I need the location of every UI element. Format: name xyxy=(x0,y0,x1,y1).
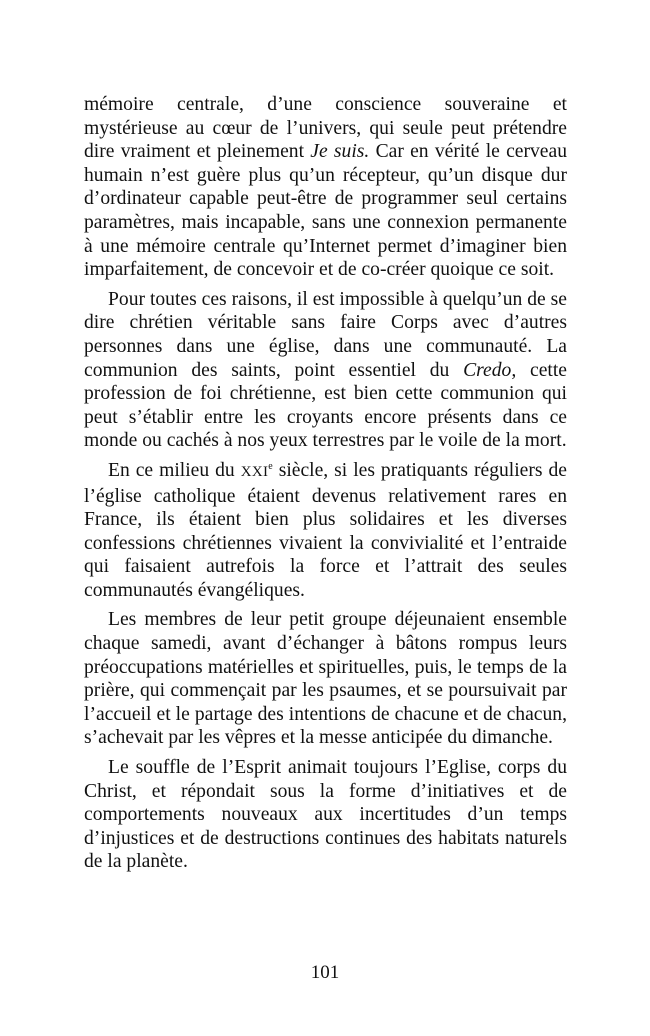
paragraph-2 xyxy=(84,288,567,453)
paragraph-5: Le souffle de l’Esprit animait toujours l’Eglise, corps du Christ, et répondait sous la forme d’initiatives et de comportements nouveaux aux incertitudes d’un temps d’injustices et de destructions continues des habitats naturels de la planète. xyxy=(84,757,567,873)
paragraph-2-italic: Credo, xyxy=(463,359,517,381)
paragraph-2-text-b: cette profession de foi chrétienne, est bien cette communion qui peut s’établir entre les croyants encore présents dans ce monde ou cachés à nos yeux terrestres par le voile de la mort. xyxy=(84,359,567,452)
paragraph-3 xyxy=(84,459,567,603)
paragraph-1-text-a: mémoire centrale, d’une conscience souveraine et mystérieuse au cœur de l’univers, qui seule peut prétendre dire vraiment et pleinement xyxy=(84,94,567,163)
century-ordinal: e xyxy=(268,460,273,472)
paragraph-1-italic: Je suis. xyxy=(310,141,370,163)
page-body xyxy=(84,93,567,874)
page-number: 101 xyxy=(310,962,340,983)
paragraph-1 xyxy=(84,93,567,282)
century-numeral: XXI xyxy=(240,463,269,480)
paragraph-2-text-a: Pour toutes ces raisons, il est impossible à quelqu’un de se dire chrétien véritable sans faire Corps avec d’autres personnes dans une église, dans une communauté. La communion des saints, point essentiel du xyxy=(84,288,567,381)
paragraph-4: Les membres de leur petit groupe déjeunaient ensemble chaque samedi, avant d’échanger à bâtons rompus leurs préoccupations matérielles et spirituelles, puis, le temps de la prière, qui commençait par les psaumes, et se poursuivait par l’accueil et le partage des intentions de chacune et de chacun, s’achevait par les vêpres et la messe anticipée du dimanche. xyxy=(84,609,567,749)
paragraph-1-text-b: Car en vérité le cerveau humain n’est guère plus qu’un récepteur, qu’un disque dur d’ordinateur capable peut-être de programmer seul certains paramètres, mais incapable, sans une connexion permanente à une mémoire centrale qu’Internet permet d’imaginer bien imparfaitement, de concevoir et de co-créer quoique ce soit. xyxy=(84,141,567,281)
paragraph-3-text-a: En ce milieu du xyxy=(108,459,241,481)
paragraph-3-text-b: siècle, si les pratiquants réguliers de l’église catholique étaient devenus relativement rares en France, ils étaient bien plus solidaires et les diverses confessions chrétiennes vivaient la convivialité et l’entraide qui faisaient autrefois la force et l’attrait des seules communautés évangéliques. xyxy=(84,459,567,601)
